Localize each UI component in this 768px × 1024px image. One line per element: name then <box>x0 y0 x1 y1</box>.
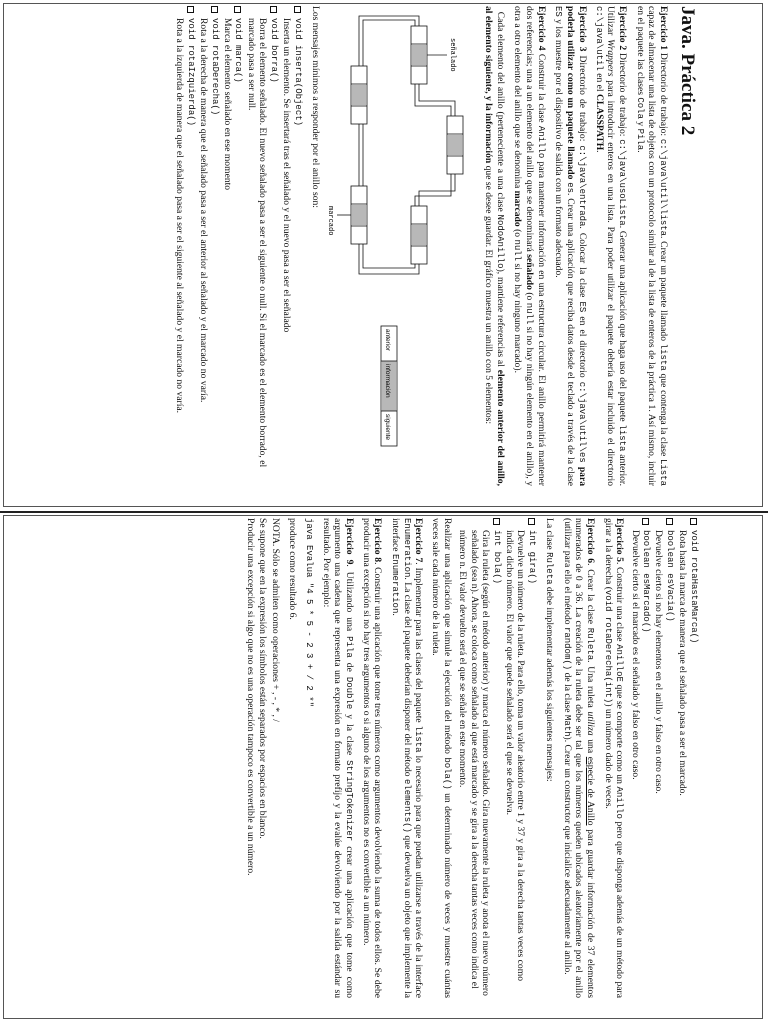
text: de la clase <box>562 670 574 715</box>
code: NodoAnillo <box>494 214 505 269</box>
list-item <box>198 6 221 486</box>
method-signature: int gira() <box>526 530 537 585</box>
node-legend <box>381 326 397 446</box>
code: lista <box>413 725 424 753</box>
method-description: Inserta un elemento. Se insertará tras el señalado y el nuevo pasa a ser el señalado <box>281 18 293 333</box>
text: . Construir una aplicación que tome tres números como argumentos devolviendo la suma de todos ellos. Se debe producir una excepción si no hay tres argumentos o si alguno de los argumentos no es convertible a un número. <box>361 518 384 998</box>
code: AnilloE <box>614 644 625 682</box>
exercise-7 <box>389 518 424 998</box>
code: Math <box>562 714 573 737</box>
text: Cada elemento del anillo (perteneciente a una clase <box>494 11 506 215</box>
list-item <box>653 518 676 998</box>
list-item <box>281 6 304 486</box>
term: señalado <box>524 254 536 290</box>
code: c:\java\util\es <box>576 381 587 463</box>
ring-diagram <box>327 6 477 476</box>
text: que contenga la clase <box>657 370 669 459</box>
text: . Generar una aplicación que haga uso del paquete <box>617 225 629 425</box>
method-description: Marca el elemento señalado en ese momento <box>221 18 233 191</box>
exercise-5-label: Ejercicio 5 <box>614 518 626 562</box>
method-signature: void borra() <box>268 18 279 83</box>
list-item <box>245 6 279 486</box>
text: una <box>585 735 597 757</box>
code: lista <box>657 343 668 371</box>
text: para introducir enteros en una lista. Para poder utilizar el paquete debería estar incluido el directorio <box>605 76 617 486</box>
text: si no hay ningún elemento en el anillo), y otra a otro elemento del anillo que se denomina <box>512 6 536 486</box>
code: c:\java\util\lista <box>657 138 668 237</box>
exercise-6-label: Ejercicio 6 <box>585 518 597 564</box>
list-item <box>629 518 652 998</box>
method-signature: int bola() <box>491 530 502 585</box>
code: c:\java\entrada <box>576 145 587 227</box>
text: y los muestre por el dispositivo de salida con un formato adecuado. <box>553 16 565 278</box>
page-two <box>0 512 768 1024</box>
note <box>269 518 280 998</box>
emphasis: Wrappers <box>605 39 617 77</box>
text: Realizar una aplicación que simule la ejecución del método <box>442 518 454 758</box>
text: ), mantiene referencias al <box>494 268 506 370</box>
code: bola() <box>442 757 453 790</box>
code: elements() <box>401 778 412 833</box>
exercise-9 <box>320 518 354 998</box>
term: marcado <box>512 190 524 227</box>
method-description: Gira la ruleta (según el método anterior) y marca el número señalado. Gira nuevamente la ruleta y anota el nuevo número señalado (sea n). Ahora, se coloca como señalado al que está marcado y se gira a la derecha tantas veces como indica el número n. El valor devuelto será el que se señale en este momento. <box>457 530 492 996</box>
exercise-3-label: Ejercicio 3 <box>576 6 588 52</box>
text: La clase <box>544 518 556 553</box>
note <box>257 518 268 998</box>
exercise-8-label: Ejercicio 8 <box>372 518 384 563</box>
text: Directorio de trabajo: <box>617 50 629 140</box>
method-signature: boolean esVacia() <box>665 530 676 622</box>
text: Directorio de trabajo: <box>576 51 588 146</box>
text: . Construir una clase <box>614 561 626 645</box>
code: Anillo <box>535 125 546 159</box>
method-description: Devuelve cierto si el marcado es el señalado y falso en otro caso. <box>629 530 641 780</box>
text: pero que disponga además de un método para girar a la derecha ( <box>602 518 626 999</box>
method-description: Rota a la derecha de manera que el señalado pasa a ser el anterior al señalado y el marcado no varía. <box>197 18 209 403</box>
method-signature: void rotaDerecha() <box>209 18 220 116</box>
text: (o <box>524 289 536 303</box>
exercise-2 <box>594 6 629 486</box>
code: Double <box>343 676 354 710</box>
method-signature: void inserta(Object) <box>292 18 303 127</box>
exercise-6-messages-intro <box>544 518 556 998</box>
legend-informacion: información <box>383 364 391 398</box>
page-two-content <box>10 512 700 1004</box>
code: void rotaDerecha(int) <box>602 589 613 704</box>
text: que devuelva un objeto que implemente la interface <box>389 518 413 998</box>
text: . Crear la clase <box>585 563 597 628</box>
method-description: Rota a la izquierda de manera que el señalado pasa a ser el siguiente al señalado y el marcado no varía. <box>174 18 186 414</box>
exercise-1 <box>634 6 669 486</box>
method-description: Devuelve cierto si no hay elementos en el anillo y falso en otro caso. <box>653 530 665 794</box>
exercise-4 <box>512 6 547 486</box>
ruleta-messages-list <box>457 518 538 998</box>
list-item <box>504 518 538 998</box>
code: es <box>564 182 575 194</box>
exercise-4-cont <box>483 6 506 486</box>
example-result: produce como resultado 6. <box>286 518 298 620</box>
exercise-5 <box>602 518 625 998</box>
code: Cola <box>634 97 645 119</box>
code: lista <box>617 424 628 452</box>
text: . <box>594 150 606 153</box>
legend-siguiente: siguiente <box>383 414 391 441</box>
term: especie de Anillo <box>585 756 597 826</box>
code: null <box>524 302 535 325</box>
text: . <box>634 150 646 153</box>
text: un determinado número de veces y muestre cuántas veces sale cada número de la ruleta. <box>430 518 454 998</box>
list-item <box>174 6 197 486</box>
page-one-content <box>8 0 698 492</box>
code: Enumeration <box>389 553 400 614</box>
code: Ruleta <box>585 627 596 661</box>
code: ES <box>553 6 564 17</box>
text: ) un número dado de veces. <box>602 703 614 809</box>
text: . <box>389 613 401 616</box>
exercise-8 <box>361 518 384 998</box>
legend-anterior: anterior <box>383 329 391 352</box>
marcado-label: marcado <box>325 206 334 236</box>
text: . Una ruleta <box>585 660 597 712</box>
code: Ruleta <box>544 552 555 585</box>
text: . Crear un paquete llamado <box>657 236 669 344</box>
note <box>245 518 256 998</box>
list-item <box>457 518 503 998</box>
text: si no hay ninguno marcado). <box>512 261 524 373</box>
page-title: Java. Práctica 2 <box>677 6 698 136</box>
exercise-6-closing <box>430 518 453 998</box>
text: . Implementar para las clases del paquete <box>413 562 425 726</box>
exercise-4-label: Ejercicio 4 <box>535 6 547 51</box>
text: ). Crear un constructor que inicialice adecuadamente al anillo. <box>562 736 574 975</box>
text: que se comporte como un <box>614 681 626 787</box>
text: (o <box>512 226 524 240</box>
code: c:\java\util <box>594 6 605 71</box>
note-line: NOTA. Sólo se admiten como operaciones + , - , * , / <box>269 518 281 722</box>
list-item <box>677 518 700 998</box>
text: en el directorio <box>576 312 588 382</box>
method-description: Rota hasta la marca de manera que el señalado pasa a ser el marcado. <box>677 530 689 796</box>
method-description: Borra el elemento señalado. El nuevo señalado pasa a ser el siguiente o null. Si el marcado es el elemento borrado, el marcado pasa a ser null. <box>245 18 269 468</box>
messages-list-cont <box>629 518 700 998</box>
method-signature: void rotaHastaMarca() <box>689 530 699 644</box>
code: Pila <box>634 128 645 151</box>
text: Construir la clase <box>535 50 547 126</box>
text: que se desee guardar. El gráfico muestra un anillo con 5 elementos: <box>483 163 495 425</box>
text: anterior. Utilizar <box>605 6 629 486</box>
exercise-9-label: Ejercicio 9 <box>343 518 355 565</box>
text: para mantener información en una estructura circular. El anillo permitirá mantener dos referencias; una a un elemento del anillo que se denominará <box>524 6 547 486</box>
text: . Utilizando una <box>343 564 355 637</box>
text: y <box>634 118 646 129</box>
senalado-label: señalado <box>447 38 456 72</box>
text: . Crear una aplicación que reciba datos desde el teclado a través de la clase <box>564 193 576 486</box>
method-description: Devuelve un número de la ruleta. Para ello, toma un valor aleatorio entre 1 y 37 y gira a la derecha tantas veces como indica dicho número. El valor que quede señalado será el que se devuelva. <box>503 530 527 981</box>
exercise-2-label: Ejercicio 2 <box>617 6 629 51</box>
code: null <box>512 239 523 262</box>
note-line: Producir una excepción si algo que no es una operación tampoco es convertible a un número. <box>244 518 256 876</box>
text: para guardar información de 37 elementos numerados de 0 a 36. La creación de la ruleta debe ser tal que los números queden ubicados aleatoriamente por el anillo (utilizar para ello el método <box>562 518 597 998</box>
list-item <box>222 6 245 486</box>
text: en el <box>594 70 606 94</box>
code: StringTokenizer <box>343 760 354 842</box>
text: de <box>343 657 355 677</box>
code: ES <box>576 301 587 313</box>
emphasis: utiliza <box>585 711 597 736</box>
messages-list <box>174 6 304 486</box>
text: . Colocar la clase <box>576 226 588 302</box>
example-command: java Evalua "4 5 * 5 - 2 3 + / 2 *" <box>304 518 315 708</box>
text: para poderla utilizar como un paquete llamado <box>564 6 588 487</box>
code: Anillo <box>614 786 625 819</box>
note-line: Se supone que en la expresión los símbolos están separados por espacios en blanco. <box>257 518 269 839</box>
text: debe implementar además los siguientes mensajes: <box>544 584 556 782</box>
messages-intro: Los mensajes mínimos a responder por el anillo son: <box>309 6 321 208</box>
text: lo necesario para que puedan utilizarse a través de la interface <box>413 752 425 999</box>
code: c:\java\usoLista <box>617 139 628 226</box>
text: y la clase <box>343 709 355 761</box>
code: Enumeration <box>401 518 412 578</box>
text: capaz de almacenar una lista de objetos con un protocolo similar al de la lista de enteros de la práctica 1. Así mismo, incluir en el paquete las clases <box>634 6 657 486</box>
code: Pila <box>343 636 354 658</box>
code: Lista <box>657 458 668 486</box>
text: crear una aplicación que tome como argumento una cadena que representa una expresión en formato prefijo y la evalúe devolviendo por la salida estándar su resultado. Por ejemplo: <box>320 518 355 998</box>
method-signature: void marca() <box>233 18 244 83</box>
exercise-3 <box>553 6 588 486</box>
method-signature: boolean esMarcado() <box>641 530 652 633</box>
code: random() <box>562 626 573 671</box>
exercise-7-label: Ejercicio 7 <box>413 518 425 563</box>
classpath-term: CLASSPATH <box>594 94 606 151</box>
method-signature: void rotaIzquierda() <box>185 18 196 127</box>
exercise-6 <box>561 518 596 998</box>
exercise-1-label: Ejercicio 1 <box>657 6 669 51</box>
term: elemento anterior del anillo, al elemento siguiente, y la información <box>483 6 506 486</box>
text: Directorio de trabajo: <box>657 50 669 139</box>
text: . La clase del paquete deberían disponer del método <box>401 577 413 779</box>
